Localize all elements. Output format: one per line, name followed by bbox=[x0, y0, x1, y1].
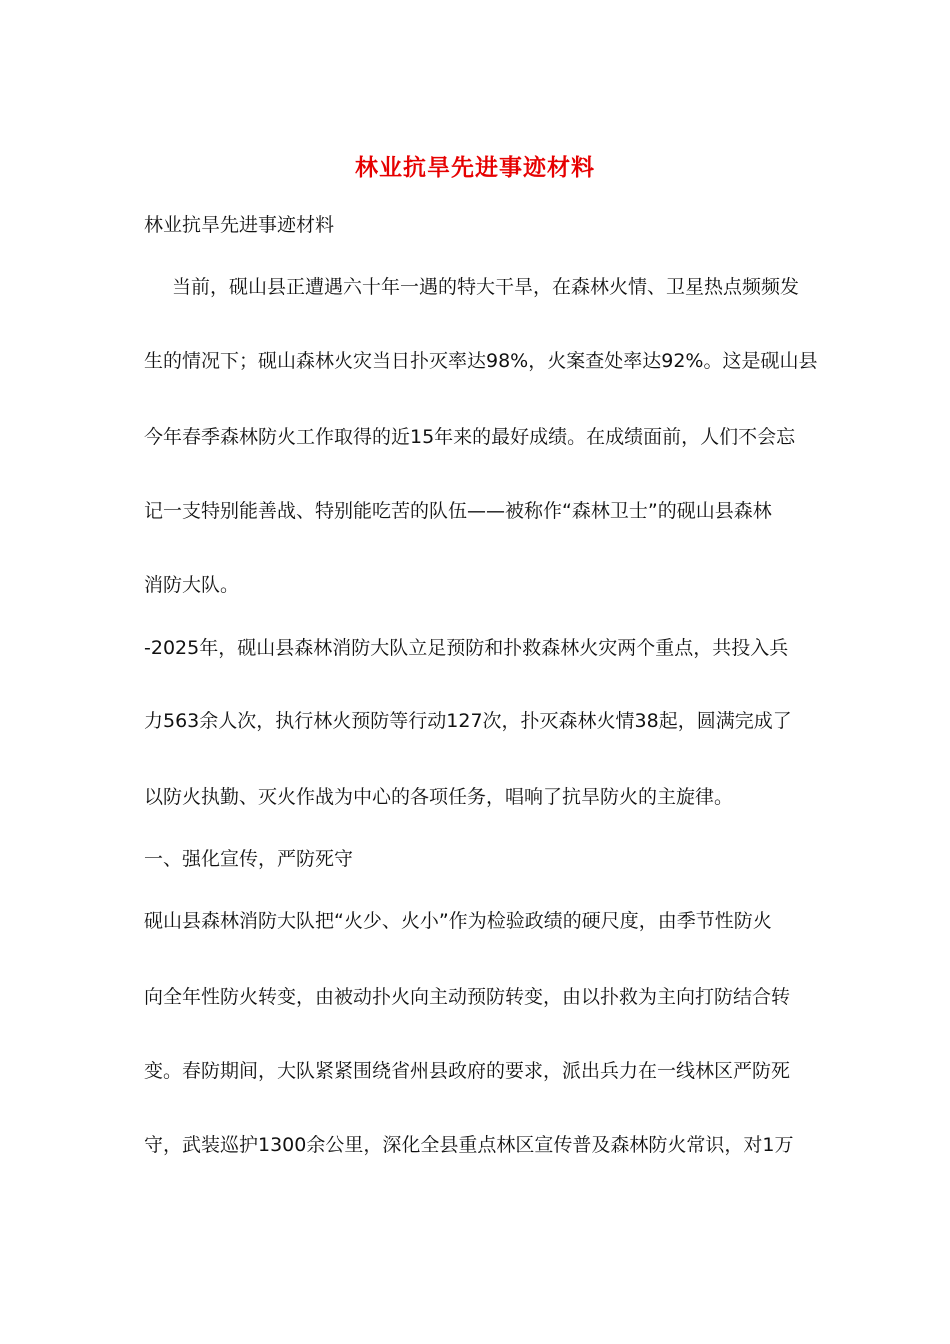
paragraph-1-line-3: 今年春季森林防火工作取得的近15年来的最好成绩。在成绩面前，人们不会忘 bbox=[144, 426, 796, 448]
paragraph-3-line-4: 守，武装巡护1300余公里，深化全县重点林区宣传普及森林防火常识，对1万 bbox=[144, 1134, 794, 1156]
document-title: 林业抗旱先进事迹材料 bbox=[355, 154, 595, 181]
paragraph-2-line-3: 以防火执勤、灭火作战为中心的各项任务，唱响了抗旱防火的主旋律。 bbox=[144, 786, 734, 808]
paragraph-3-line-3: 变。春防期间，大队紧紧围绕省州县政府的要求，派出兵力在一线林区严防死 bbox=[144, 1060, 791, 1082]
document-subtitle: 林业抗旱先进事迹材料 bbox=[144, 214, 335, 236]
section-1-heading: 一、强化宣传，严防死守 bbox=[144, 848, 354, 870]
paragraph-2-line-2: 力563余人次，执行林火预防等行动127次，扑灭森林火情38起，圆满完成了 bbox=[144, 710, 792, 732]
paragraph-1-line-1: 当前，砚山县正遭遇六十年一遇的特大干旱，在森林火情、卫星热点频频发 bbox=[172, 276, 800, 298]
paragraph-3-line-2: 向全年性防火转变，由被动扑火向主动预防转变，由以扑救为主向打防结合转 bbox=[144, 986, 791, 1008]
paragraph-3-line-1: 砚山县森林消防大队把“火少、火小”作为检验政绩的硬尺度，由季节性防火 bbox=[144, 910, 772, 932]
paragraph-2-line-1: -2025年，砚山县森林消防大队立足预防和扑救森林火灾两个重点，共投入兵 bbox=[144, 637, 789, 659]
paragraph-1-line-4: 记一支特别能善战、特别能吃苦的队伍——被称作“森林卫士”的砚山县森林 bbox=[144, 500, 772, 522]
paragraph-1-line-5: 消防大队。 bbox=[144, 574, 240, 596]
paragraph-1-line-2: 生的情况下；砚山森林火灾当日扑灭率达98%，火案查处率达92%。这是砚山县 bbox=[144, 350, 818, 372]
